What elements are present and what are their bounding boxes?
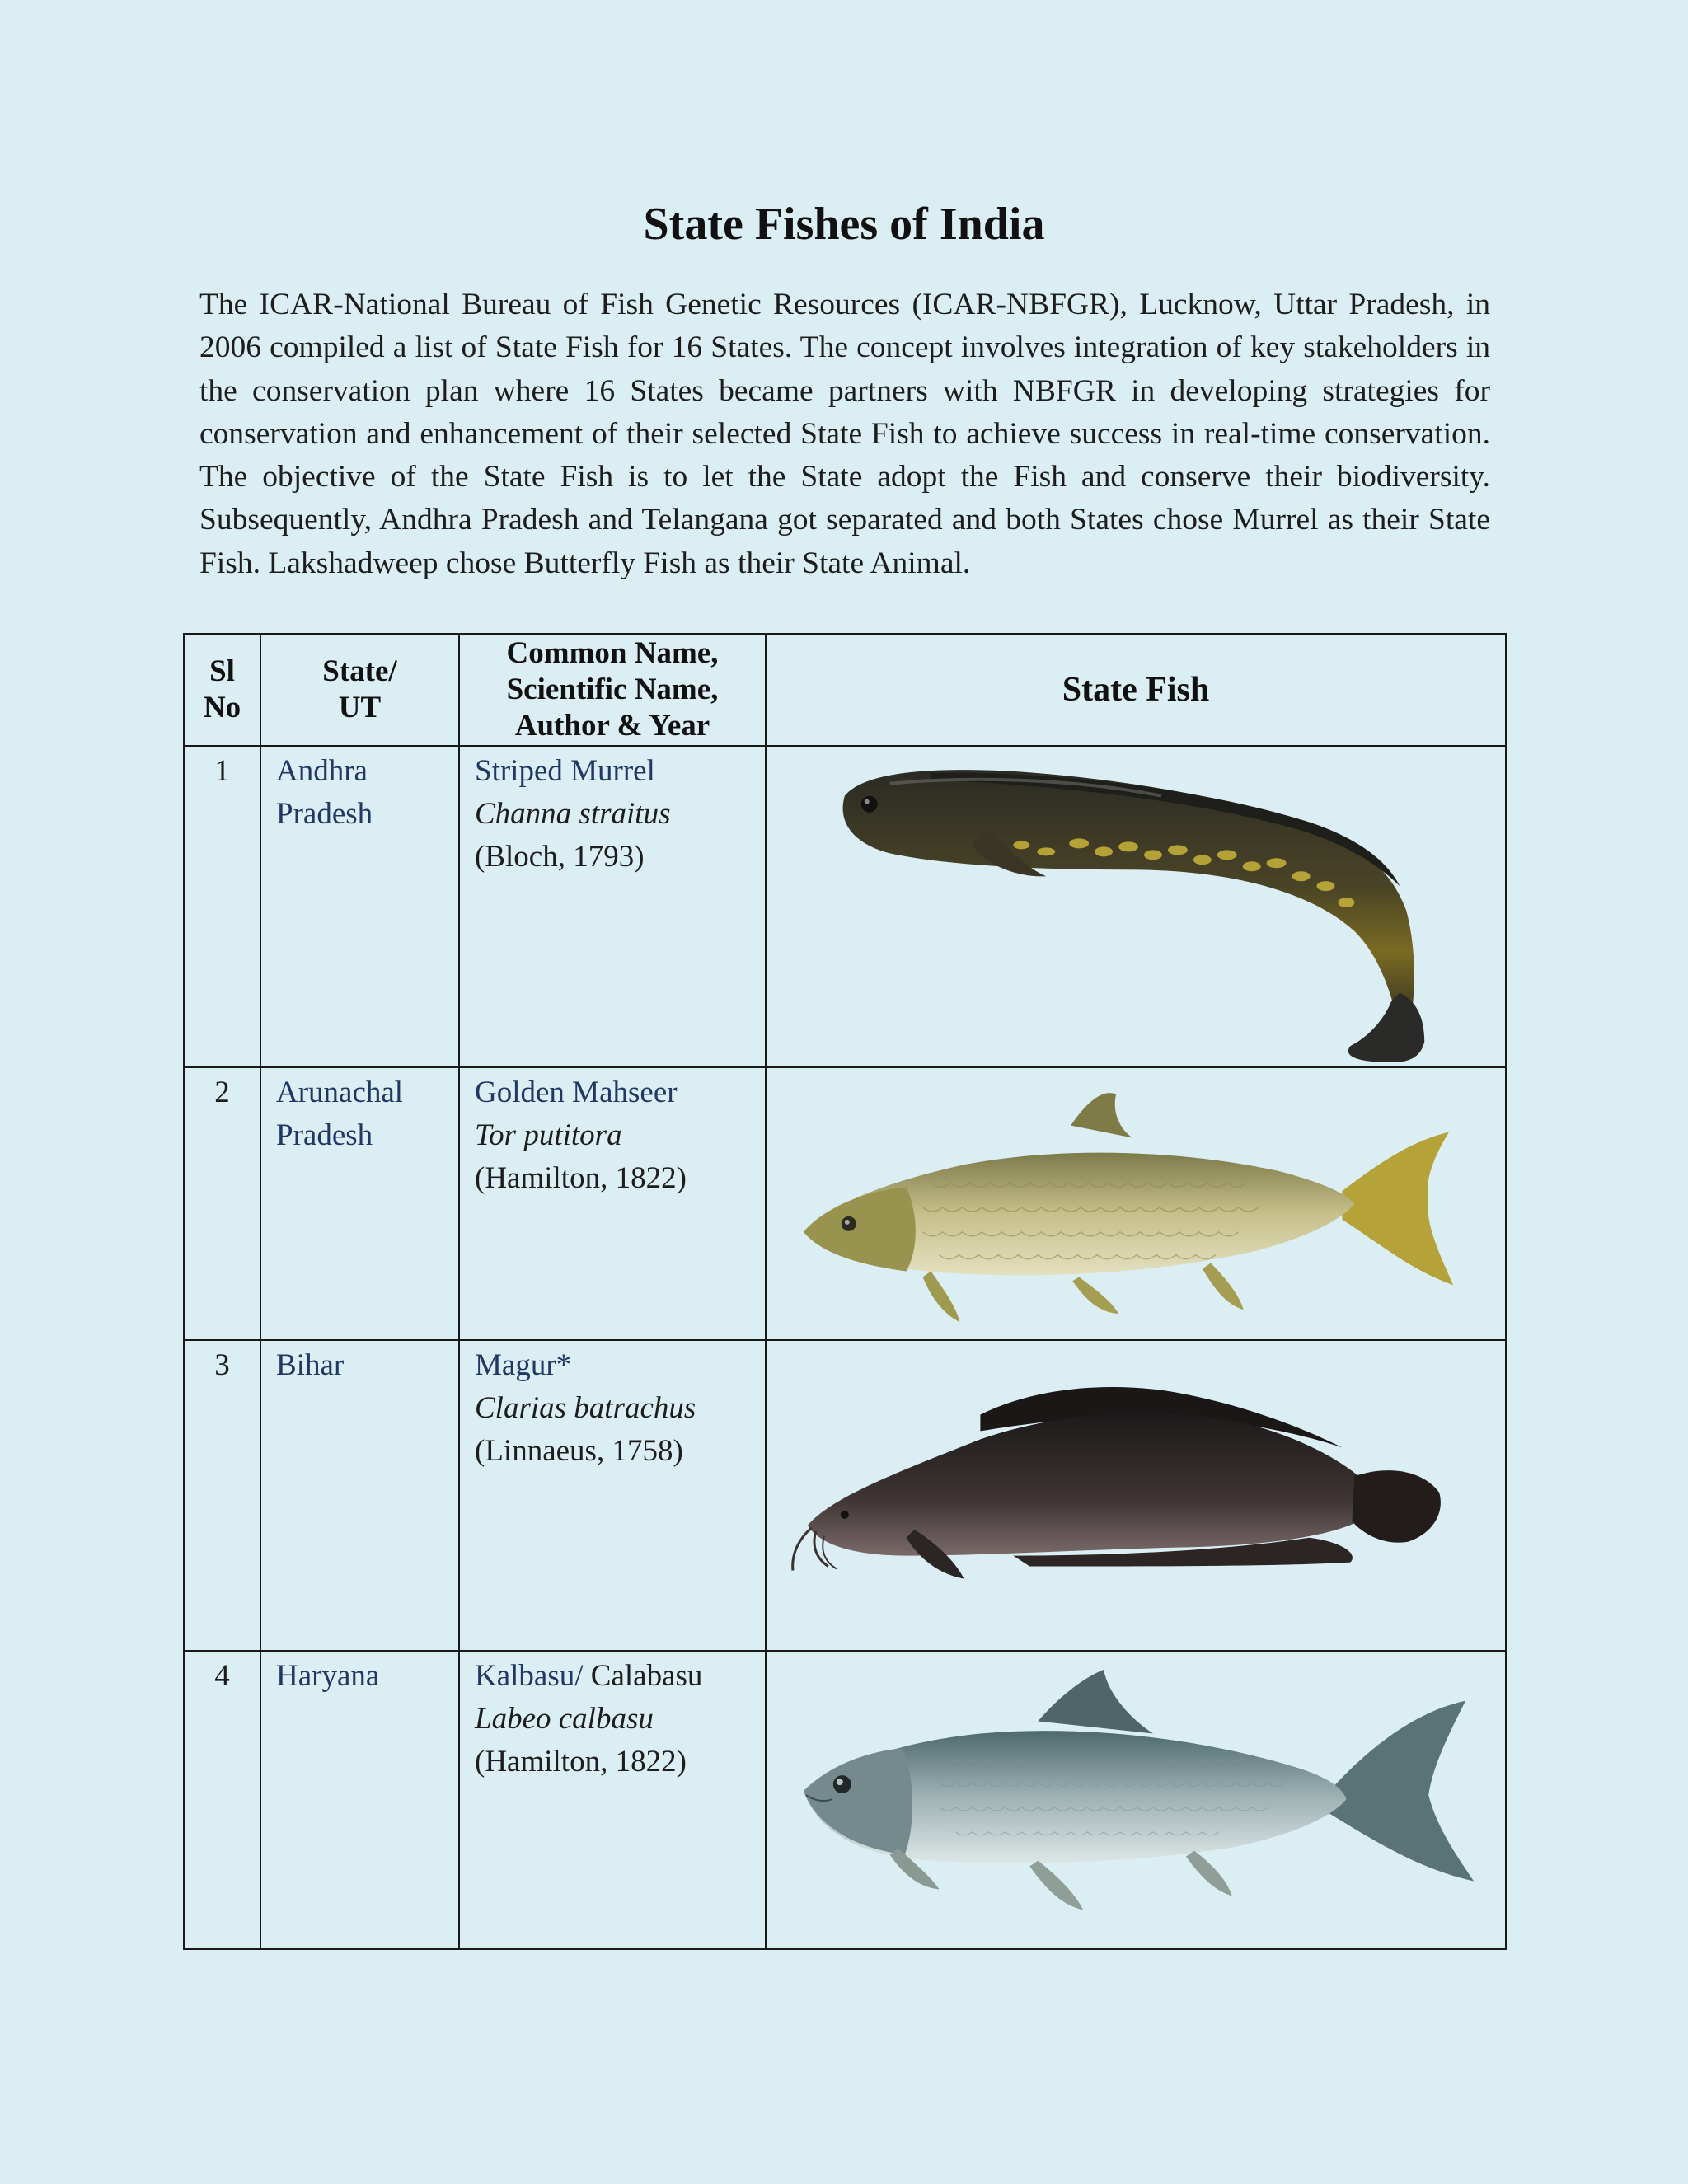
row-state: Haryana xyxy=(260,1651,459,1949)
common-name: Striped Murrel xyxy=(475,754,655,788)
page-title: State Fishes of India xyxy=(643,199,1045,250)
state-fish-table xyxy=(183,633,1507,1950)
row-sl-no: 2 xyxy=(184,1067,260,1340)
author-year: (Hamilton, 1822) xyxy=(475,1745,687,1779)
row-sl-no: 1 xyxy=(184,746,260,1067)
fish-image-cell xyxy=(766,1340,1506,1651)
header-state-fish: State Fish xyxy=(766,634,1506,746)
row-state: Andhra Pradesh xyxy=(260,746,459,1067)
row-names xyxy=(459,746,766,1067)
author-year: (Bloch, 1793) xyxy=(475,840,645,874)
fish-image-cell xyxy=(766,746,1506,1067)
table-row xyxy=(184,1651,1506,1949)
row-names xyxy=(459,1651,766,1949)
fish-image-cell xyxy=(766,1067,1506,1340)
header-names: Common Name, Scientific Name, Author & Year xyxy=(459,634,766,746)
scientific-name: Tor putitora xyxy=(475,1118,622,1152)
golden-mahseer-fish-image xyxy=(767,1068,1505,1339)
row-state: Arunachal Pradesh xyxy=(260,1067,459,1340)
scientific-name: Channa straitus xyxy=(475,797,671,831)
kalbasu-fish-image xyxy=(767,1652,1505,1948)
header-state: State/ UT xyxy=(260,634,459,746)
common-name: Magur* xyxy=(475,1348,572,1382)
common-name: Kalbasu/ Calabasu xyxy=(475,1659,703,1693)
table-header-row xyxy=(184,634,1506,746)
striped-murrel-fish-image xyxy=(767,747,1505,1066)
common-name: Golden Mahseer xyxy=(475,1076,678,1109)
author-year: (Hamilton, 1822) xyxy=(475,1161,687,1195)
author-year: (Linnaeus, 1758) xyxy=(475,1434,683,1468)
row-names xyxy=(459,1340,766,1651)
magur-catfish-image xyxy=(767,1341,1505,1650)
table-row xyxy=(184,1067,1506,1340)
intro-paragraph: The ICAR-National Bureau of Fish Genetic Resources (ICAR-NBFGR), Lucknow, Uttar Pradesh, in 2006 compiled a list of State Fish for 16 States. The concept involves integration of key stakeholders in the conservation plan where 16 States became partners with NBFGR in developing strategies for conservation and enhancement of their selected State Fish to achieve success in real-time conservation. The objective of the State Fish is to let the State adopt the Fish and conserve their biodiversity. Subsequently, Andhra Pradesh and Telangana got separated and both States chose Murrel as their State Fish. Lakshadweep chose Butterfly Fish as their State Animal. xyxy=(199,288,1490,580)
scientific-name: Labeo calbasu xyxy=(475,1702,654,1736)
scientific-name: Clarias batrachus xyxy=(475,1391,696,1425)
row-state: Bihar xyxy=(260,1340,459,1651)
row-sl-no: 3 xyxy=(184,1340,260,1651)
table-row xyxy=(184,746,1506,1067)
fish-image-cell xyxy=(766,1651,1506,1949)
row-sl-no: 4 xyxy=(184,1651,260,1949)
header-sl-no: Sl No xyxy=(184,634,260,746)
row-names xyxy=(459,1067,766,1340)
table-row xyxy=(184,1340,1506,1651)
